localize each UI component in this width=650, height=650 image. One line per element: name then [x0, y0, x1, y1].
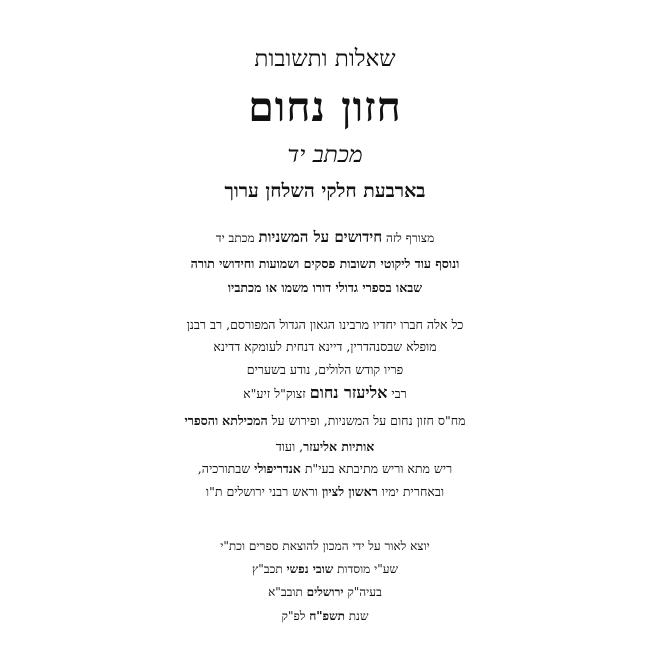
publisher-text: לפ"ק: [281, 609, 306, 623]
attachment-text: מצורף לזה: [385, 231, 435, 245]
publisher-line-1: יוצא לאור על ידי המכון להוצאת ספרים וכת"י: [220, 539, 430, 553]
author-line-3: פריו קודש הלולים, נודע בשערים: [246, 362, 404, 377]
book-title: חזון נחום: [248, 83, 402, 131]
city-name: אנדריפולי: [254, 461, 301, 476]
attachment-text: מכתב יד: [215, 231, 255, 245]
publisher-text: שנת: [348, 609, 369, 623]
author-position-text: ובאחרית ימיו: [381, 484, 445, 499]
author-position-text: וראש רבני ירושלים ת"ו: [205, 484, 318, 499]
attachment-line-3: שבאו בספרי גדולי דורו משמו או מכתביו: [227, 280, 423, 295]
attachment-line-2: ונוסף עוד ליקוטי תשובות פסקים ושמועות וחידושי תורה: [190, 256, 460, 271]
attachment-line-1: [40, 229, 610, 246]
author-honorific: זצוק"ל זיע"א: [243, 386, 306, 401]
book-sections: בארבעת חלקי השלחן ערוך: [224, 180, 426, 202]
publisher-city-line: [40, 586, 610, 600]
series-title: שאלות ותשובות: [254, 46, 396, 72]
author-line-1: כל אלה חברו יחדיו מרבינו הגאון הגדול המפורסם, רב רבנן: [186, 317, 464, 332]
publisher-text: שע"י מוסדות: [337, 562, 399, 576]
publisher-text: תכב"ץ: [251, 562, 283, 576]
rabbinic-title: ראשון לציון: [321, 484, 378, 499]
publication-year: תשפ"ח: [309, 609, 345, 623]
book-subtitle: מכתב יד: [287, 142, 363, 168]
author-name: אליעזר נחום: [309, 383, 388, 402]
author-later-position-line: [40, 485, 610, 499]
publisher-city: ירושלים: [306, 585, 344, 599]
publisher-line-2: [40, 563, 610, 577]
author-position-line: [40, 462, 610, 476]
author-title: רבי: [391, 386, 407, 401]
publication-year-line: [40, 610, 610, 624]
author-works-line-2: [40, 440, 610, 454]
author-work-title: אותיות אליעזר: [303, 439, 375, 454]
publisher-text: תובב"א: [268, 585, 303, 599]
publisher-institution: שובי נפשי: [286, 562, 334, 576]
author-works-text: מח"ס חזון נחום על המשניות, ופירוש על: [271, 413, 466, 428]
publisher-text: בעיה"ק: [347, 585, 382, 599]
author-work-title: המכילתא: [222, 413, 268, 428]
author-works-text: , ועוד: [275, 439, 304, 454]
author-works-line: [40, 414, 610, 428]
author-position-text: ריש מתא וריש מתיבתא בעי"ת: [304, 461, 453, 476]
author-position-text: שבתורכיה,: [197, 461, 251, 476]
attachment-highlight: חידושים על המשניות: [258, 228, 383, 246]
author-line-2: מופלא שבסנהדרין, דיינא דנחית לעומקא דדינא: [213, 339, 437, 354]
author-name-line: [40, 384, 610, 402]
author-work-title: והספרי: [184, 413, 219, 428]
